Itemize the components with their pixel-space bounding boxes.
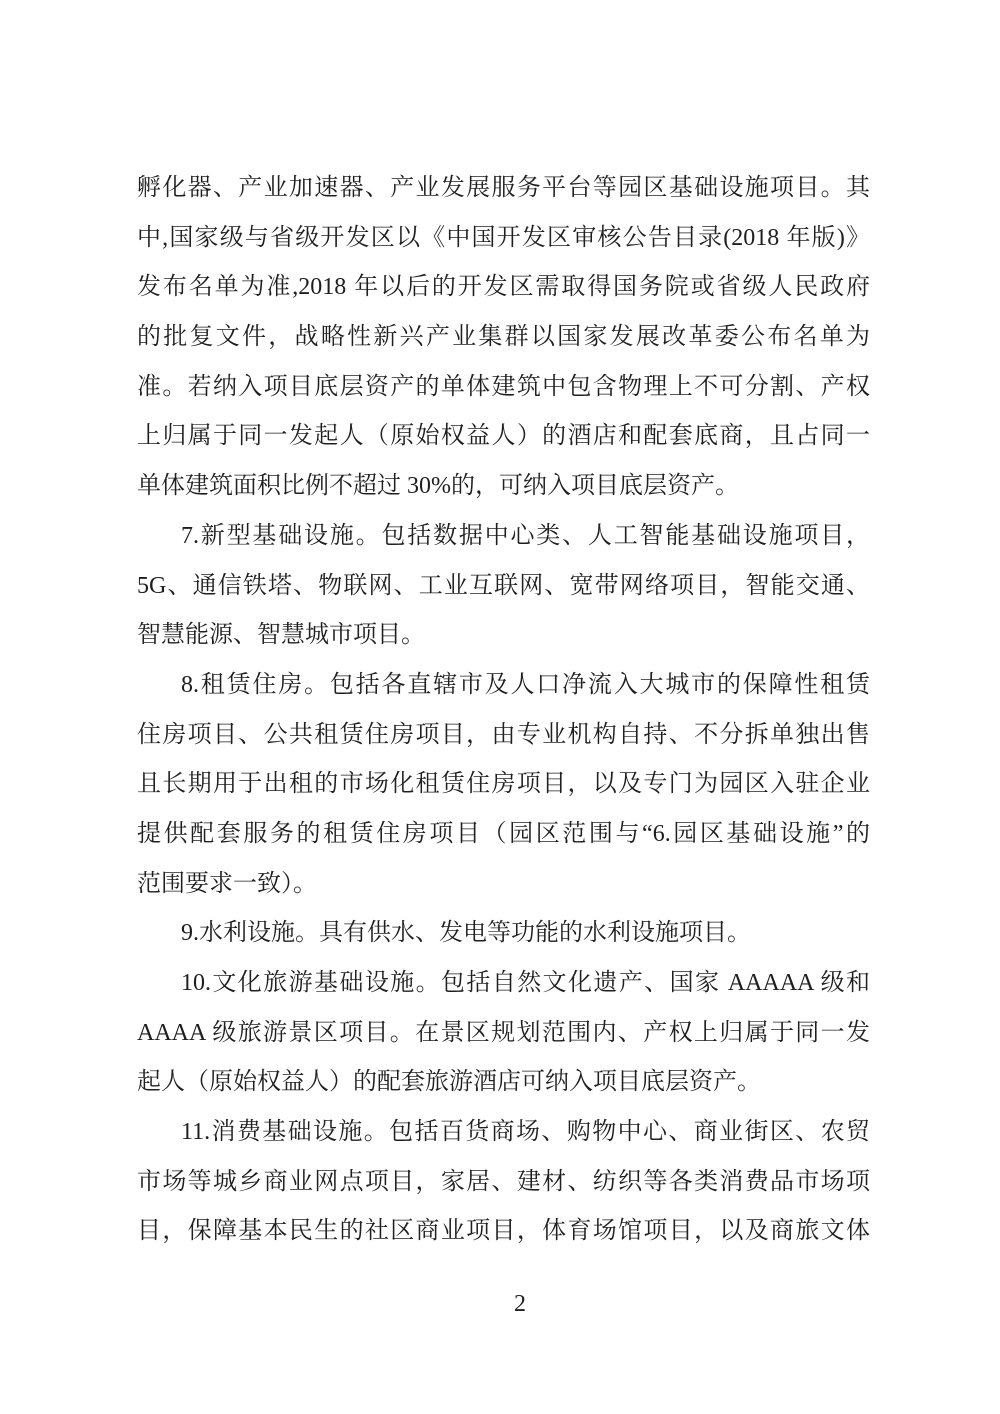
paragraph-item-8 (137, 661, 870, 909)
text-line: 范围要求一致）。 (137, 870, 317, 897)
text-line: 11.消费基础设施。包括百货商场、购物中心、商业街区、农贸 (181, 1119, 870, 1146)
text-line: 10.文化旅游基础设施。包括自然文化遗产、国家 AAAAA 级和 (181, 970, 870, 996)
text-line: 中,国家级与省级开发区以《中国开发区审核公告目录(2018 年版)》 (137, 224, 870, 251)
text-line: 智慧能源、智慧城市项目。 (137, 622, 425, 649)
text-line: AAAA 级旅游景区项目。在景区规划范围内、产权上归属于同一发 (137, 1019, 870, 1046)
document-body-text (137, 164, 870, 1257)
text-line: 上归属于同一发起人（原始权益人）的酒店和配套底商，且占同一 (137, 423, 870, 450)
text-line: 目，保障基本民生的社区商业项目，体育场馆项目，以及商旅文体 (137, 1218, 870, 1245)
paragraph-item-7 (137, 512, 870, 661)
paragraph-item-11 (137, 1108, 870, 1257)
text-line: 8.租赁住房。包括各直辖市及人口净流入大城市的保障性租赁 (181, 671, 870, 698)
page-number: 2 (514, 1291, 526, 1317)
text-line: 提供配套服务的租赁住房项目（园区范围与“6.园区基础设施”的 (137, 820, 870, 847)
text-line: 市场等城乡商业网点项目，家居、建材、纺织等各类消费品市场项 (137, 1168, 870, 1195)
text-line: 9.水利设施。具有供水、发电等功能的水利设施项目。 (181, 920, 751, 947)
text-line: 准。若纳入项目底层资产的单体建筑中包含物理上不可分割、产权 (137, 373, 870, 400)
text-line: 孵化器、产业加速器、产业发展服务平台等园区基础设施项目。其 (137, 175, 870, 201)
text-line: 起人（原始权益人）的配套旅游酒店可纳入项目底层资产。 (137, 1069, 761, 1096)
text-line: 5G、通信铁塔、物联网、工业互联网、宽带网络项目，智能交通、 (137, 572, 870, 599)
text-line: 7.新型基础设施。包括数据中心类、人工智能基础设施项目， (181, 522, 870, 549)
text-line: 发布名单为准,2018 年以后的开发区需取得国务院或省级人民政府 (137, 274, 870, 301)
text-line: 单体建筑面积比例不超过 30%的，可纳入项目底层资产。 (137, 473, 739, 500)
paragraph-item-10 (137, 959, 870, 1108)
paragraph (137, 164, 870, 512)
paragraph-item-9 (137, 909, 870, 959)
text-line: 的批复文件，战略性新兴产业集群以国家发展改革委公布名单为 (137, 324, 870, 351)
text-line: 且长期用于出租的市场化租赁住房项目，以及专门为园区入驻企业 (137, 771, 870, 798)
text-line: 住房项目、公共租赁住房项目，由专业机构自持、不分拆单独出售 (137, 721, 870, 748)
